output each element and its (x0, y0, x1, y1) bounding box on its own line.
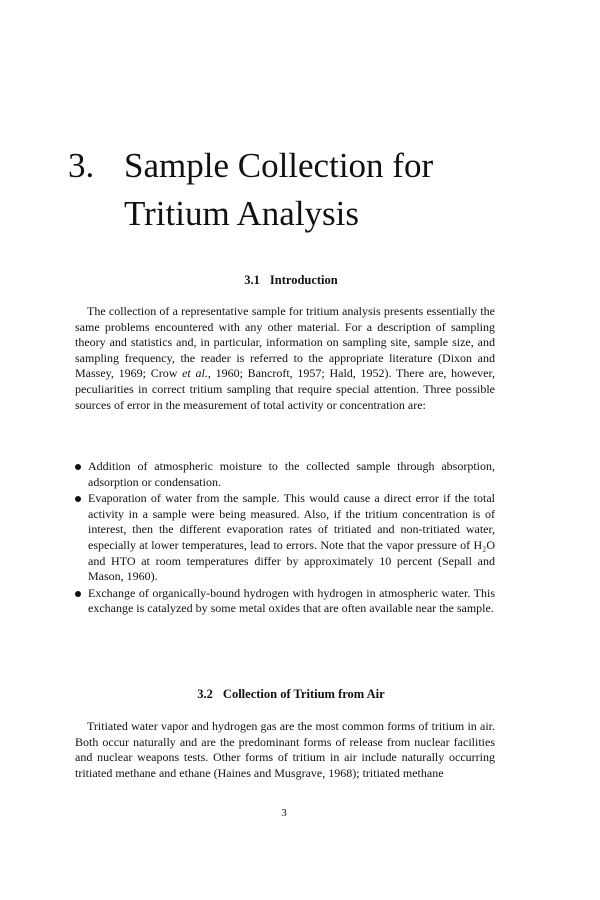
list-item (75, 459, 495, 490)
section-number: 3.1 (244, 273, 260, 287)
list-item-text: Evaporation of water from the sample. This would cause a direct error if the total activity in a sample were being measured. Also, if the tritium concentration is of interest, then the different evaporation rates of tritiated and non-tritiated water, especially at lower temperatures, lead to errors. Note that the vapor pressure of H₂O and HTO at room temperatures differ by approximately 10 percent (Sepall and Mason, 1960). (88, 491, 495, 584)
chapter-number: 3. (68, 146, 95, 185)
section-title: Introduction (269, 273, 338, 287)
section-heading-introduction (86, 273, 496, 288)
section-title: Collection of Tritium from Air (222, 687, 385, 701)
bullet-icon (75, 591, 81, 597)
bullet-icon (75, 464, 81, 470)
list-item-text: Exchange of organically-bound hydrogen with hydrogen in atmospheric water. This exchange is catalyzed by some metal oxides that are often available near the sample. (88, 585, 495, 616)
collection-air-paragraph: Tritiated water vapor and hydrogen gas are the most common forms of tritium in air. Both occur naturally and are the predominant forms of release from nuclear facilities and nuclear weapons tests. Other forms of tritium in air include naturally occurring tritiated methane and ethane (Haines and Musgrave, 1968); tritiated methane (75, 719, 495, 780)
paragraph-text: , 1960; Bancroft, 1957; Hald, 1952). There are, however, peculiarities in correct tritium sampling that require special attention. Three possible sources of error in the measurement of total activity or concentration are: (75, 366, 496, 412)
chapter-title-line2: Tritium Analysis (124, 194, 360, 233)
chapter-title (68, 142, 568, 238)
paragraph-italic-text: et al. (182, 366, 208, 381)
bullet-icon (75, 496, 81, 502)
section-heading-collection-air (86, 687, 496, 702)
list-item (75, 586, 495, 617)
list-item (75, 491, 495, 585)
error-sources-list (75, 459, 495, 618)
section-number: 3.2 (197, 687, 213, 701)
list-item-text: Addition of atmospheric moisture to the collected sample through absorption, adsorption or condensation. (88, 459, 495, 489)
paragraph-text: The collection of a representative sample for tritium analysis presents essentially the same problems encountered with any other material. For a description of sampling theory and statistics and, in particular, information on sampling site, sample size, and sampling frequency, the reader is referred to the appropriate literature (Dixon and Massey, 1969; Crow (75, 304, 495, 381)
chapter-title-line1: Sample Collection for (124, 146, 434, 185)
page-number: 3 (281, 807, 287, 819)
introduction-paragraph (75, 304, 495, 413)
